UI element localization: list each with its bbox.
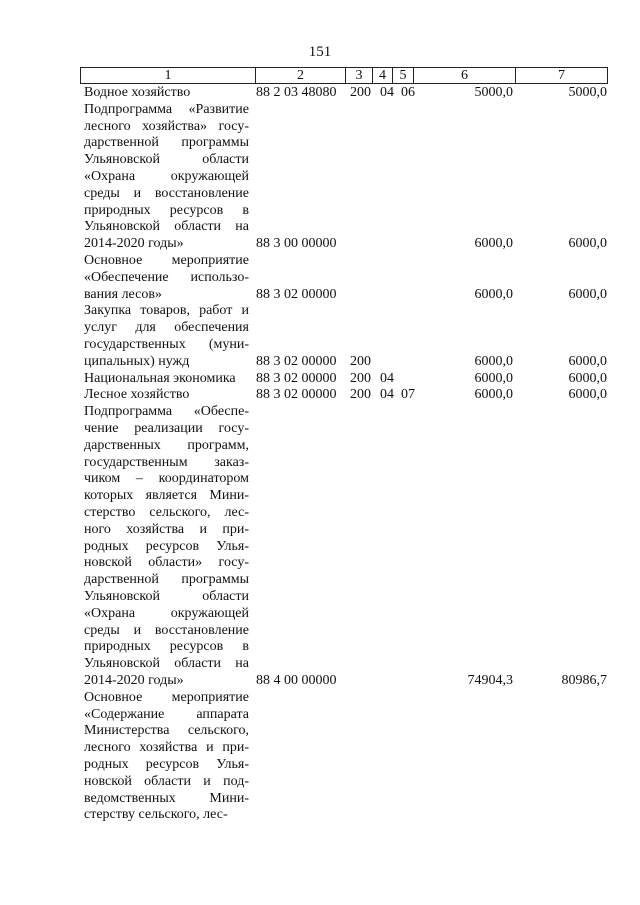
- budget-code: 88 2 03 48080: [256, 85, 337, 100]
- amount-col6: 6000,0: [474, 236, 513, 252]
- amount-col6: 6000,0: [474, 387, 513, 403]
- amount-col6: 5000,0: [474, 85, 513, 100]
- description-line: Ульяновской области: [84, 152, 249, 168]
- description-line: «Охрана окружающей: [84, 168, 249, 184]
- description-line: «Обеспечение использо-: [84, 269, 249, 285]
- amount-col7: 80986,7: [561, 672, 607, 688]
- amount-col7: 6000,0: [568, 286, 607, 302]
- description-line: Подпрограмма «Обеспе-: [84, 404, 249, 420]
- description-line: новской области» госу-: [84, 555, 249, 571]
- amount-col6: 6000,0: [474, 286, 513, 302]
- header-col-5: 5: [393, 68, 414, 83]
- amount-col7: 6000,0: [568, 236, 607, 252]
- description-line: чение реализации госу-: [84, 420, 249, 436]
- row-description: [84, 102, 249, 253]
- header-col-4: 4: [373, 68, 393, 83]
- description-line: «Содержание аппарата: [84, 706, 249, 722]
- description-line: лесного хозяйства и при-: [84, 740, 249, 756]
- section: 04: [380, 85, 394, 100]
- amount-col6: 6000,0: [474, 370, 513, 386]
- description-line: ведомственных Мини-: [84, 790, 249, 806]
- expense-type: 200: [350, 387, 371, 403]
- description-line: природных ресурсов в: [84, 639, 249, 655]
- description-line: 2014-2020 годы»: [84, 672, 184, 688]
- amount-col7: 6000,0: [568, 370, 607, 386]
- description-line: Лесное хозяйство: [84, 387, 190, 403]
- description-line: среды и восстановление: [84, 622, 249, 638]
- description-line: ного хозяйства и при-: [84, 521, 249, 537]
- subsection: 07: [401, 387, 415, 403]
- subsection: 06: [401, 85, 415, 100]
- description-line: стерству сельского, лес-: [84, 807, 228, 823]
- description-line: Национальная экономика: [84, 370, 236, 386]
- description-line: дарственной программы: [84, 572, 249, 588]
- description-line: Министерства сельского,: [84, 723, 249, 739]
- description-line: родных ресурсов Улья-: [84, 538, 249, 554]
- section: 04: [380, 387, 394, 403]
- expense-type: 200: [350, 353, 371, 369]
- amount-col7: 5000,0: [568, 85, 607, 100]
- description-line: Основное мероприятие: [84, 689, 249, 705]
- expense-type: 200: [350, 85, 371, 100]
- section: 04: [380, 370, 394, 386]
- description-line: ципальных) нужд: [84, 353, 190, 369]
- description-line: Ульяновской области на: [84, 219, 249, 235]
- description-line: Подпрограмма «Развитие: [84, 101, 249, 117]
- description-line: которых является Мини-: [84, 488, 249, 504]
- amount-col7: 6000,0: [568, 387, 607, 403]
- description-line: Основное мероприятие: [84, 253, 249, 268]
- description-line: Ульяновской области на: [84, 656, 249, 672]
- budget-code: 88 3 02 00000: [256, 370, 337, 386]
- table-header: [80, 67, 608, 84]
- description-line: стерство сельского, лес-: [84, 504, 249, 520]
- description-line: услуг для обеспечения: [84, 320, 249, 336]
- row-description: [84, 404, 249, 690]
- description-line: лесного хозяйства» госу-: [84, 118, 249, 134]
- row-description: [84, 690, 249, 824]
- description-line: 2014-2020 годы»: [84, 236, 184, 252]
- description-line: среды и восстановление: [84, 185, 249, 201]
- page-number: 151: [308, 44, 332, 60]
- expense-type: 200: [350, 370, 371, 386]
- budget-code: 88 4 00 00000: [256, 672, 337, 688]
- row-description: [84, 85, 249, 102]
- description-line: Закупка товаров, работ и: [84, 303, 249, 319]
- budget-code: 88 3 02 00000: [256, 353, 337, 369]
- row-description: [84, 371, 249, 388]
- header-col-1: 1: [81, 68, 256, 83]
- description-line: дарственной программы: [84, 135, 249, 151]
- amount-col6: 6000,0: [474, 353, 513, 369]
- description-line: Водное хозяйство: [84, 85, 191, 100]
- description-line: новской области и под-: [84, 773, 249, 789]
- amount-col6: 74904,3: [467, 672, 513, 688]
- description-line: государственных (муни-: [84, 336, 249, 352]
- description-line: вания лесов»: [84, 286, 162, 302]
- header-col-2: 2: [256, 68, 346, 83]
- description-line: дарственных программ,: [84, 437, 249, 453]
- row-description: [84, 387, 249, 404]
- amount-col7: 6000,0: [568, 353, 607, 369]
- row-description: [84, 303, 249, 370]
- description-line: «Охрана окружающей: [84, 605, 249, 621]
- description-line: родных ресурсов Улья-: [84, 756, 249, 772]
- description-line: природных ресурсов в: [84, 202, 249, 218]
- header-col-3: 3: [346, 68, 373, 83]
- description-line: государственным заказ-: [84, 454, 249, 470]
- budget-code: 88 3 02 00000: [256, 387, 337, 403]
- budget-code: 88 3 00 00000: [256, 236, 337, 252]
- budget-code: 88 3 02 00000: [256, 286, 337, 302]
- header-col-7: 7: [558, 68, 565, 83]
- header-col-6: 6: [414, 68, 516, 83]
- description-line: Ульяновской области: [84, 588, 249, 604]
- row-description: [84, 253, 249, 303]
- description-line: чиком – координатором: [84, 471, 249, 487]
